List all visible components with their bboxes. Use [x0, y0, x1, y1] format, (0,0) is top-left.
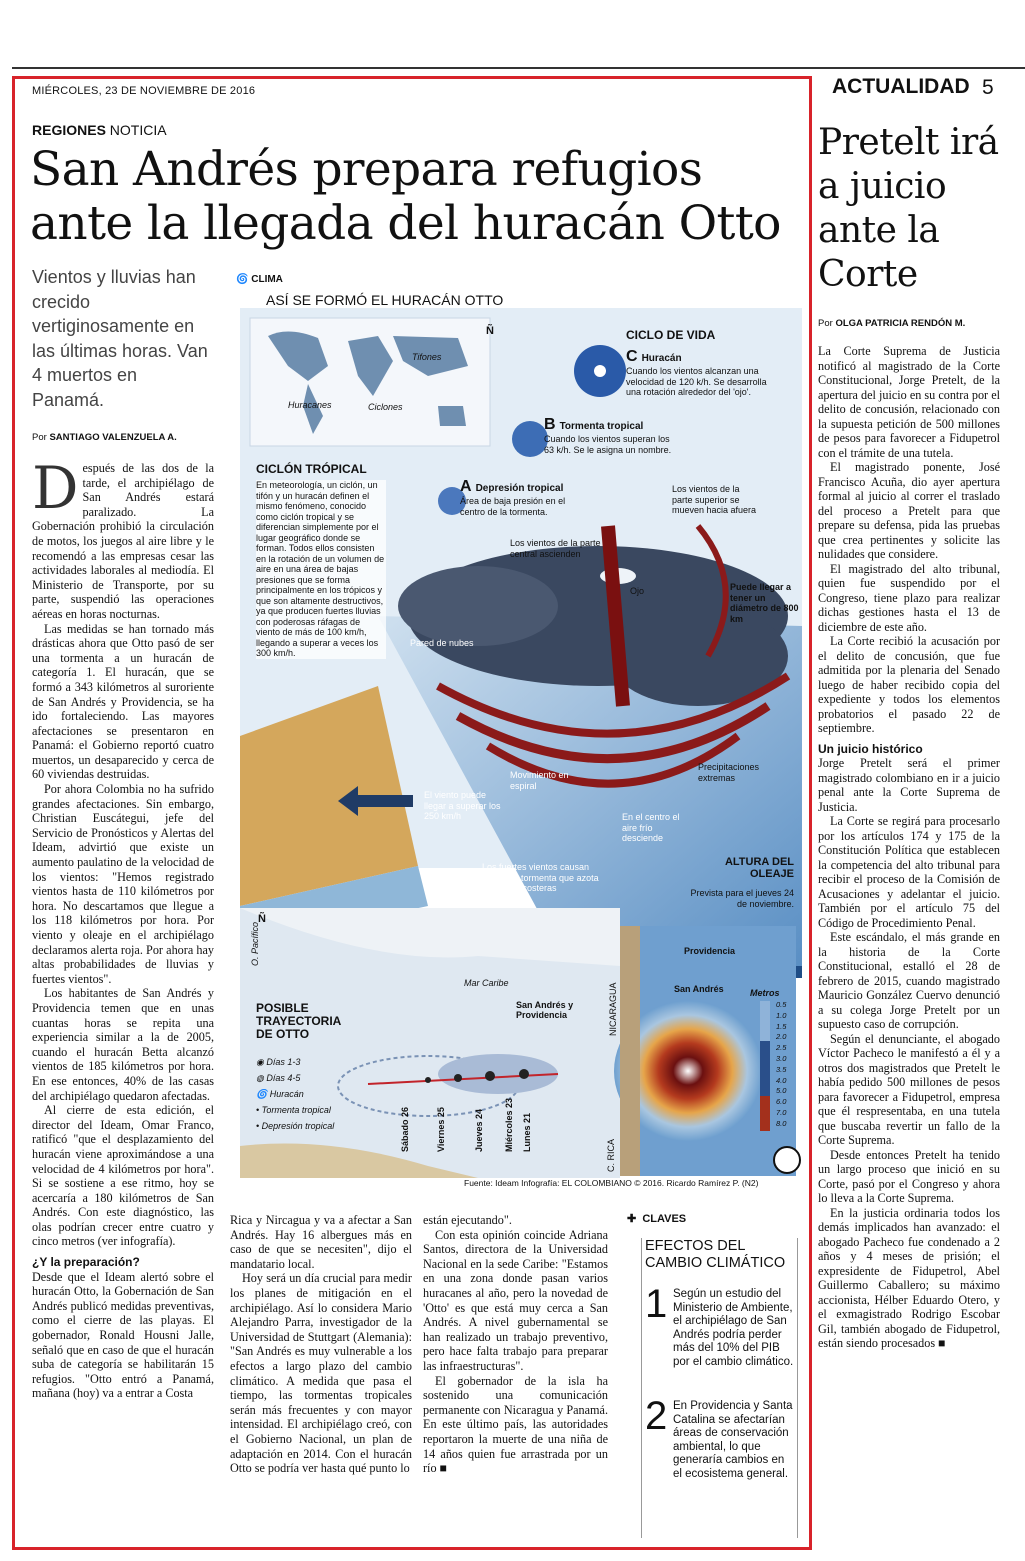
byline-prefix: Por — [32, 432, 47, 443]
altura-text: Prevista para el jueves 24 de noviembre. — [690, 888, 794, 909]
stage-b — [544, 416, 674, 455]
scale-tick: 3.0 — [776, 1053, 787, 1063]
kicker-text: NOTICIA — [109, 122, 167, 138]
cloud-left — [398, 566, 558, 646]
page-date: MIÉRCOLES, 23 DE NOVIEMBRE DE 2016 — [32, 85, 256, 97]
stage-b-text: Cuando los vientos superan los 63 k/h. Se le asigna un nombre. — [544, 434, 672, 455]
claves-item-text: En Providencia y Santa Catalina se afectarían áreas de conservación ambiental, lo que generaría cambios en el ecosistema general. — [673, 1400, 793, 1480]
infographic-source: Fuente: Ideam Infografía: EL COLOMBIANO © 2016. Ricardo Ramírez P. (N2) — [464, 1178, 759, 1188]
scale-tick: 6.0 — [776, 1097, 787, 1107]
claves-box — [623, 1210, 803, 1540]
label-spiral: Movimiento en espiral — [510, 770, 569, 791]
claves-title: EFECTOS DEL CAMBIO CLIMÁTICO — [645, 1238, 786, 1271]
scale-tick: 4.0 — [776, 1075, 787, 1085]
legend-item: • Tormenta tropical — [256, 1105, 331, 1115]
article-kicker — [32, 122, 167, 138]
ciclon-title: CICLÓN TRÓPICAL — [256, 462, 367, 476]
hurricane-infographic — [228, 266, 806, 1196]
scale-tick: 1.5 — [776, 1021, 787, 1031]
puzzle-icon: ✚ — [627, 1213, 637, 1225]
byline-prefix: Por — [818, 318, 833, 329]
ciclon-text: En meteorología, un ciclón, un tifón y un huracán definen el mismo fenómeno, conocido como ciclón tropical y se diferencian simplemente por el lugar geográfico donde se forman. Todos ellos consisten en la rotación de un volumen de aire en una área de bajas presiones que se forma principalmente en los trópicos y que son altamente destructivos, ya que producen fuertes lluvias con poderosas ráfagas de viento de más de 100 km/h, llegando a superar a veces los 300 km/h. — [256, 480, 385, 658]
scale-tick: 8.0 — [776, 1118, 787, 1128]
paragraph: La Corte Suprema de Justicia notificó al magistrado de la Corte Constitucional, Jorge Pretelt, de la apertura del juicio en su contra por el delito de concusión, relacionado con la supuesta petición de 500 millones de pesos para favorecer a Fidupetrol con el trámite de una tutela. — [818, 344, 1000, 460]
paragraph: Desde entonces Pretelt ha tenido un largo proceso que inició en su Corte, pasó por el Congreso y ahora lo lleva a la Corte Suprema. — [818, 1147, 1000, 1205]
legend-label: Días 1-3 — [266, 1057, 301, 1067]
label-upper-winds: Los vientos de la parte superior se mueven hacia afuera — [672, 484, 757, 515]
map-label-tifones: Tifones — [412, 352, 442, 362]
legend-label: Días 4-5 — [266, 1073, 301, 1083]
label-san-andres: San Andrés y Providencia — [516, 1000, 574, 1020]
byline-name: OLGA PATRICIA RENDÓN M. — [835, 318, 966, 329]
stage-c-letter: C — [626, 348, 638, 365]
legend-item: • Depresión tropical — [256, 1121, 335, 1131]
label-providencia: Providencia — [684, 946, 736, 956]
stage-a — [460, 478, 580, 517]
legend-label: Tormenta tropical — [261, 1105, 331, 1115]
paragraph: La Corte se regirá para procesarlo por los artículos 174 y 175 de la Constitución Política que establecen la competencia del alto tribunal para recibir el proceso de la Comisión de Acusaciones y adelantar el juicio. También por el artículo 75 del Código de Procedimiento Penal. — [818, 814, 1000, 930]
day-label: Jueves 24 — [474, 1108, 484, 1152]
scale-tick: 0.5 — [776, 1000, 787, 1009]
article-headline: San Andrés prepara refugios ante la llegada del huracán Otto — [30, 142, 781, 251]
paragraph: Según el denunciante, el abogado Víctor Pacheco le manifestó a él y a otros dos magistrados que Pretelt le había pedido 500 millones de pesos para favorecer a Fidupetrol, empresa que él respresentaba, en una tutela que buscaba revertir un fallo de la Corte Suprema. — [818, 1031, 1000, 1147]
map-label-ciclones: Ciclones — [368, 402, 403, 412]
hurricane-marker — [519, 1069, 529, 1079]
altura-title: ALTURA DEL OLEAJE — [724, 856, 794, 880]
day-label: Viernes 25 — [436, 1107, 446, 1152]
el-colombiano-logo — [774, 1147, 800, 1173]
top-rule — [12, 67, 1025, 69]
stage-c — [626, 348, 776, 398]
legend-label: Depresión tropical — [261, 1121, 335, 1131]
paragraph: Al cierre de esta edición, el director del Ideam, Omar Franco, ratificó "que el desplazamiento del huracán viene aproximándose a una velocidad de 4 kilómetros por hora". Si se sostiene a ese ritmo, hoy se acercaría a 180 kilómetros de San Andrés. Con este diagnóstico, las olas podrían crecer entre cuatro y cinco metros (ver infografía). — [32, 1103, 214, 1249]
hurricane-marker — [485, 1071, 495, 1081]
scale-tick: 7.0 — [776, 1107, 787, 1117]
byline-name: SANTIAGO VALENZUELA A. — [49, 432, 177, 443]
wave-scale — [760, 1001, 770, 1131]
scale-title: Metros — [750, 988, 780, 998]
label-cold-air: En el centro el aire frío desciende — [622, 812, 680, 843]
paragraph: En la justicia ordinaria todos los demás implicados han avanzado: el abogado Pacheco fue condenado a 2 años y 4 meses de prisión; el expresidente de Fidupetrol, Abel Guillermo Caballero; su máximo accionista, Hélber Eduardo Otero, y el exmagistrado Rodrigo Escobar Gil, también abogado de Fidupetrol, están siendo procesados ■ — [818, 1205, 1000, 1350]
paragraph: El magistrado ponente, José Francisco Acuña, dio ayer apertura formal al juicio al correr el traslado del proceso a Pretelt para que prepare su defensa, pida las pruebas que crea pertinentes y solicite las nulidades que considere. — [818, 460, 1000, 561]
label-costa-rica: C. RICA — [606, 1138, 616, 1172]
claves-item — [645, 1394, 795, 1481]
article-column-3 — [423, 1213, 608, 1476]
depression-marker — [425, 1077, 431, 1083]
subheading: ¿Y la preparación? — [32, 1255, 140, 1270]
paragraph: están ejecutando". — [423, 1213, 512, 1227]
scale-tick: 3.5 — [776, 1064, 787, 1074]
day-label: Miércoles 23 — [504, 1097, 514, 1152]
swirl-icon: 🌀 — [236, 274, 249, 285]
paragraph: Jorge Pretelt será el primer magistrado colombiano en ir a juicio penal ante la Corte Suprema de Justicia. — [818, 756, 1000, 814]
north-marker-2: Ñ — [258, 913, 266, 925]
storm-swirl-icon — [512, 421, 548, 457]
stage-a-letter: A — [460, 478, 472, 495]
day-label: Sábado 26 — [400, 1106, 410, 1152]
label-storm-surge: Los fuertes vientos causan oleaje de tormenta que azota las zonas costeras — [482, 862, 599, 893]
page-number: 5 — [982, 76, 994, 99]
paragraph: Desde que el Ideam alertó sobre el huracán Otto, la Gobernación de San Andrés publicó medidas preventivas, como el cierre de las playas. El gobernador, Ronald Housni Jalle, señaló que en caso de que el huracán suba de categoría se habilitarán 15 refugios. "Otto entró a Panamá, mañana (hoy) va a entrar a Costa — [32, 1269, 214, 1401]
scale-tick: 2.5 — [776, 1043, 787, 1053]
paragraph: El gobernador de la isla ha sostenido una comunicación permanente con Nicaragua y Panamá. En este último país, las autoridades reportaron la muerte de una niña de 14 años quien fue arrastrada por un río ■ — [423, 1373, 608, 1476]
kicker-bold: REGIONES — [32, 122, 106, 138]
stage-b-letter: B — [544, 416, 556, 433]
paragraph-text: espués de las dos de la tarde, el archipiélago de San Andrés estará paralizado. La Gobernación prohibió la circulación de motos, los juegos al aire libre y le recomendó a las empresas cesar las actividades laborales al mediodía. El Ministerio de Transporte, por su parte, suspendió las operaciones aéreas en horas nocturnas. — [32, 461, 214, 621]
trajectory-legend — [256, 1054, 334, 1134]
claves-item-num: 1 — [645, 1282, 668, 1326]
article-column-2 — [230, 1213, 412, 1476]
label-diameter: Puede llegar a tener un diámetro de 800 km — [730, 582, 799, 624]
article-column-1 — [32, 454, 214, 1401]
stage-b-title: Tormenta tropical — [559, 421, 644, 432]
paragraph: Con esta opinión coincide Adriana Santos, directora de la Universidad Nacional en la sede Caribe: "Estamos en una zona donde pasan varios huracanes al año, pero la novedad de 'Otto' es que está muy cerca a San Andrés. A nivel gubernamental se han realizado un trabajo preventivo, pero hace falta trabajo para preparar las infraestructuras". — [423, 1227, 608, 1373]
claves-label — [627, 1212, 686, 1225]
stage-c-title: Huracán — [641, 353, 682, 364]
ciclo-title: CICLO DE VIDA — [626, 328, 716, 342]
claves-item-text: Según un estudio del Ministerio de Ambiente, el archipiélago de San Andrés podría perder más del 10% del PIB por el cambio climático. — [673, 1288, 794, 1368]
scale-tick: 2.0 — [776, 1032, 787, 1042]
label-eye: Ojo — [630, 586, 645, 596]
stage-a-text: Área de baja presión en el centro de la tormenta. — [460, 496, 566, 517]
side-headline: Pretelt irá a juicio ante la Corte — [818, 122, 999, 295]
day-label: Lunes 21 — [522, 1112, 532, 1152]
legend-label: Huracán — [269, 1089, 304, 1099]
map-label-huracanes: Huracanes — [288, 400, 332, 410]
label-central-winds: Los vientos de la parte central ascienden — [510, 538, 601, 559]
north-marker: Ñ — [486, 325, 494, 337]
paragraph: Este escándalo, el más grande en la historia de la Corte Constitucional, estalló el 28 de febrero de 2015, cuando magistrado Mauricio González Cuervo denunció a su colega Jorge Pretelt por un supuesto caso de corrupción. — [818, 930, 1000, 1031]
legend-item: ◍ Días 4-5 — [256, 1073, 301, 1083]
section-label: ACTUALIDAD — [832, 75, 970, 98]
infographic-label — [236, 274, 283, 285]
paragraph: Hoy será un día crucial para medir los planes de mitigación en el archipiélago. Así lo considera Mario Alejandro Parra, investigador de la Universidad de Stuttgart (Alemania): "San Andrés es muy vulnerable a los efectos a largo plazo del cambio climático. A medida que pasa el tiempo, las tormentas tropicales serán más frecuentes y con mayor intensidad. El archipiélago creó, con el Gobierno Nacional, un plan de adaptación en 2014. Con el huracán Otto se podría ver hasta qué punto lo — [230, 1271, 412, 1476]
label-wind-speed: El viento puede llegar a superar los 250 km/h — [424, 790, 501, 821]
label-nicaragua: NICARAGUA — [608, 982, 618, 1036]
storm-marker — [454, 1074, 462, 1082]
scale-tick: 1.0 — [776, 1010, 787, 1020]
paragraph: Los habitantes de San Andrés y Providencia temen que en unas cuantas horas se repita una experiencia similar a la de 2005, cuando el huracán Betta alcanzó vientos de 185 kilómetros por hora. En ese entonces, 40% de las casas del archipiélago quedaron afectadas. — [32, 986, 214, 1103]
label-caribe: Mar Caribe — [464, 978, 509, 988]
paragraph: Por ahora Colombia no ha sufrido grandes afectaciones. Sin embargo, Christian Euscátegui, jefe del Servicio de Pronósticos y Alertas del Ideam, advirtió que existe un aumento paulatino de la velocidad de los vientos: "Hemos registrado vientos hasta de 110 kilómetros por hora. No descartamos que llegue a los 118 kilómetros por hora. Por viento y oleaje en el archipiélago declaramos alerta roja. Por ahora hay altas probabilidades de lluvias y fuertes vientos". — [32, 782, 214, 986]
continent — [438, 406, 466, 426]
infographic-title: ASÍ SE FORMÓ EL HURACÁN OTTO — [266, 292, 504, 308]
side-byline — [818, 318, 965, 329]
stage-a-title: Depresión tropical — [475, 483, 564, 494]
claves-label-text: CLAVES — [642, 1213, 687, 1225]
paragraph: Rica y Nircagua y va a afectar a San Andrés. Hay 16 albergues más en caso de que se necesiten", dijo el mandatario local. — [230, 1213, 412, 1271]
scale-tick: 5.0 — [776, 1086, 787, 1096]
paragraph — [32, 454, 214, 622]
paragraph: El magistrado del alto tribunal, quien fue suspendido por el Congreso, tiene plazo para realizar dichas gestiones hasta el 13 de diciembre de este año. — [818, 561, 1000, 634]
side-article-body — [818, 344, 1000, 1351]
paragraph: La Corte recibió la acusación por el delito de concusión, que fue admitida por la plenaria del Senado luego de haber recibido copia del expediente y todos los elementos probatorios el pasado 22 de septiembre. — [818, 634, 1000, 735]
label-precip: Precipitaciones extremas — [698, 762, 760, 783]
stage-c-text: Cuando los vientos alcanzan una velocidad de 120 k/h. Se desarrolla una rotación alrededor del 'ojo'. — [626, 366, 767, 397]
infographic-label-text: CLIMA — [251, 274, 283, 285]
label-san-andres-2: San Andrés — [674, 984, 724, 994]
claves-item-num: 2 — [645, 1394, 668, 1438]
legend-item: 🌀 Huracán — [256, 1089, 304, 1099]
label-cloud-wall: Pared de nubes — [410, 638, 474, 648]
dropcap: D — [32, 454, 79, 522]
nicaragua-coast — [620, 926, 640, 1176]
scale-labels — [776, 1000, 786, 1130]
paragraph: Las medidas se han tornado más drásticas ahora que Otto pasó de ser una tormenta a un huracán de categoría 1. El huracán, que se formó a 343 kilómetros al suroriente de San Andrés y Providencia, se ha ido fortaleciendo. Las mayores afectaciones se presentaron en Panamá: el Gobierno reportó cuatro muertos, un desaparecido y cerca de 60 viviendas destruidas. — [32, 621, 214, 782]
legend-item: ◉ Días 1-3 — [256, 1057, 301, 1067]
label-pacifico: O. Pacífico — [250, 921, 260, 966]
article-byline — [32, 432, 177, 443]
claves-item — [645, 1282, 795, 1369]
subheading: Un juicio histórico — [818, 741, 923, 756]
trajectory-title: POSIBLE TRAYECTORIA DE OTTO — [256, 1001, 341, 1041]
article-lede: Vientos y lluvias han crecido vertiginosamente en las últimas horas. Van 4 muertos en Panamá. — [32, 267, 208, 410]
